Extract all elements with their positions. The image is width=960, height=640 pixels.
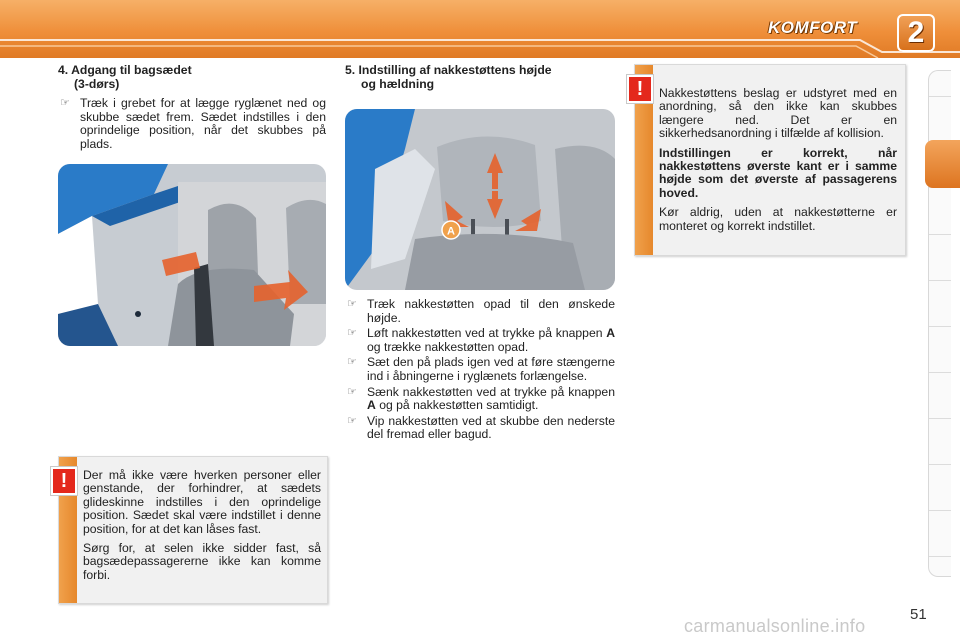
section-5-bullet-text: Sæt den på plads igen ved at føre stængerne ind i åbningerne i ryglænets forlængelse. — [367, 355, 615, 383]
pointing-hand-icon: ☞ — [347, 385, 357, 398]
headrest-warning-box — [634, 64, 906, 256]
section-4-bullet-text: Træk i grebet for at lægge ryglænet ned og skubbe sædet frem. Sædet indstilles i den oprindelige position, når det skubbes på plads. — [80, 96, 326, 151]
section-4-heading — [58, 64, 326, 91]
section-5-bullet — [345, 327, 615, 354]
section-5-instructions — [345, 298, 615, 444]
section-5-bullet — [345, 415, 615, 442]
section-5-bullet — [345, 298, 615, 325]
section-4-bullet — [58, 97, 326, 151]
chapter-number-badge: 2 — [897, 14, 935, 52]
section-rear-access — [58, 64, 326, 154]
pointing-hand-icon: ☞ — [60, 97, 70, 110]
pointing-hand-icon: ☞ — [347, 327, 357, 340]
warning-paragraph-bold: Indstillingen er korrekt, når nakkestøttens øverste kant er i samme højde som det øverste af passagerens hoved. — [659, 145, 897, 200]
pointing-hand-icon: ☞ — [347, 414, 357, 427]
side-tab-active-chapter[interactable] — [925, 140, 960, 188]
warning-paragraph: Kør aldrig, uden at nakkestøtterne er monteret og korrekt indstillet. — [659, 205, 897, 233]
section-headrest-adjustment-heading — [345, 64, 615, 97]
watermark: carmanualsonline.info — [684, 616, 866, 636]
section-5-bullet-text-pre: Sænk nakkestøtten ved at trykke på knappen — [367, 384, 615, 399]
section-5-bullet — [345, 356, 615, 383]
warning-exclamation-icon: ! — [51, 467, 77, 495]
section-5-bullet-text-post: og trække nakkestøtten opad. — [367, 339, 529, 354]
warning-paragraph: Nakkestøttens beslag er udstyret med en anordning, så den ikke kan skubbes længere ned. Det er en sikkerhedsanordning i tilfælde af kollision. — [659, 86, 897, 141]
section-5-heading — [345, 64, 615, 91]
headrest-warning-text — [659, 87, 897, 239]
button-a-reference: A — [367, 398, 376, 413]
page-number: 51 — [910, 606, 927, 623]
rear-access-seat-illustration — [58, 164, 326, 346]
section-5-bullet — [345, 386, 615, 413]
pointing-hand-icon: ☞ — [347, 298, 357, 310]
section-4-heading-line2: (3-dørs) — [74, 76, 120, 91]
button-a-reference: A — [606, 326, 615, 341]
section-4-heading-line1: 4. Adgang til bagsædet — [58, 63, 192, 77]
headrest-button-a-label: A — [447, 225, 455, 238]
warning-paragraph: Sørg for, at selen ikke sidder fast, så bagsædepassagererne ikke kan komme forbi. — [83, 541, 321, 582]
page-header — [0, 0, 960, 58]
warning-exclamation-icon: ! — [627, 75, 653, 103]
headrest-adjustment-illustration — [345, 109, 615, 290]
rear-access-warning-box — [58, 456, 328, 604]
chapter-title: KOMFORT — [768, 18, 858, 37]
pointing-hand-icon: ☞ — [347, 356, 357, 369]
section-5-heading-line1: 5. Indstilling af nakkestøttens højde — [345, 63, 552, 77]
section-5-bullet-text: Vip nakkestøtten ved at skubbe den nederste del fremad eller bagud. — [367, 413, 615, 442]
section-5-bullet-text-post: og på nakkestøtten samtidigt. — [375, 398, 539, 413]
section-5-heading-line2: og hældning — [361, 76, 435, 91]
section-5-bullet-text: Træk nakkestøtten opad til den ønskede højde. — [367, 297, 615, 325]
rear-access-warning-text — [83, 469, 321, 588]
section-5-bullet-text-pre: Løft nakkestøtten ved at trykke på knappen — [367, 326, 607, 341]
warning-paragraph: Der må ikke være hverken personer eller genstande, der forhindrer, at sædets glideskinne indstilles i den oprindelige position. Sædet skal være indstillet i denne position, for at det kan låses fast. — [83, 468, 321, 536]
